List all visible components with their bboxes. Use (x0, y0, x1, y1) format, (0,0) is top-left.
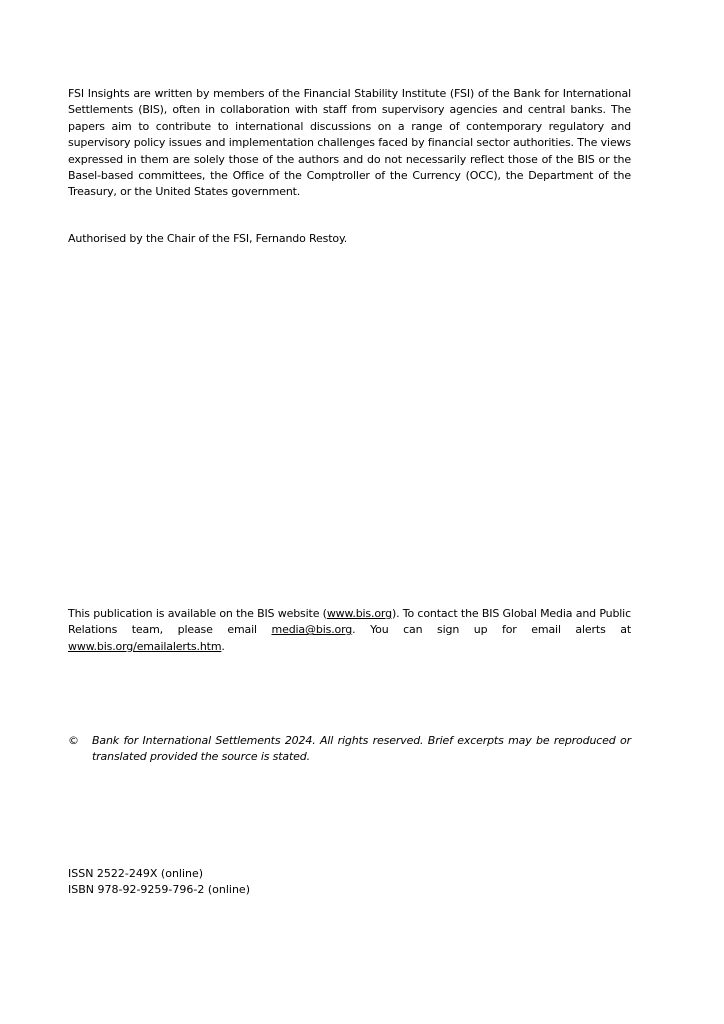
bis-website-link[interactable]: www.bis.org (326, 607, 392, 620)
authorisation-statement: Authorised by the Chair of the FSI, Fernando Restoy. (68, 232, 348, 245)
email-alerts-link[interactable]: www.bis.org/emailalerts.htm (68, 639, 222, 653)
availability-text-4: . (221, 639, 225, 653)
issn-number: ISSN 2522-249X (online) (68, 867, 204, 880)
availability-text-1: This publication is available on the BIS website ( (68, 607, 327, 620)
intro-paragraph: FSI Insights are written by members of the Financial Stability Institute (FSI) of the Bank for International Settlements (BIS), often in collaboration with staff from supervisory agencies and central banks. The papers aim to contribute to international discussions on a range of contemporary regulatory and supervisory policy issues and implementation challenges faced by financial sector authorities. The views expressed in them are solely those of the authors and do not necessarily reflect those of the BIS or the Basel-based committees, the Office of the Comptroller of the Currency (OCC), the Department of the Treasury, or the United States government. (68, 87, 631, 199)
publication-identifiers (68, 866, 250, 899)
copyright-symbol: © (68, 734, 79, 747)
availability-text-3: . You can sign up for email alerts at (352, 623, 631, 637)
availability-text-2: ). To contact the BIS Global Media and Public Relations team, please email (68, 607, 631, 637)
media-email-link[interactable]: media@bis.org (271, 623, 353, 637)
copyright-text: Bank for International Settlements 2024. All rights reserved. Brief excerpts may be reproduced or translated provided the source is stated. (92, 734, 631, 764)
isbn-number: ISBN 978-92-9259-796-2 (online) (68, 883, 250, 897)
availability-paragraph (68, 606, 631, 655)
